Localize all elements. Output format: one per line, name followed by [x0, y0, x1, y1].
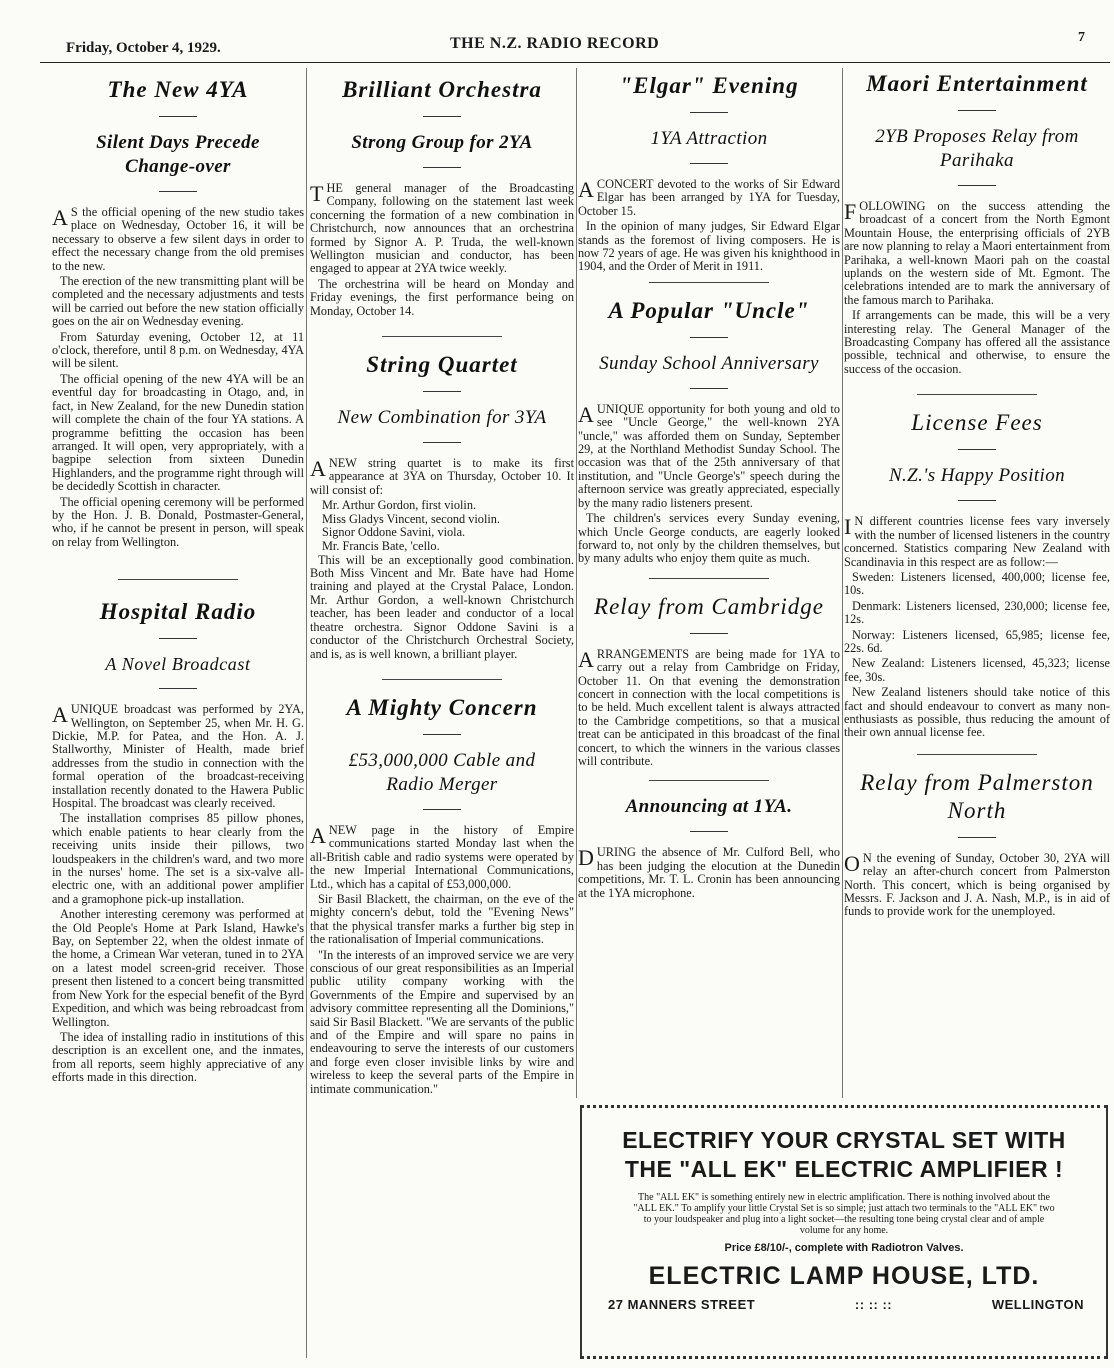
paragraph: "In the interests of an improved service we are very conscious of our great responsibilities as an Imperial public utility company working with the Governments of the Empire and supervised by an advisory committee representing all the Dominions," said Sir Basil Blackett. "We are servants of the public and of the Empire and will spare no pains in endeavouring to serve the interests of our customers and forge even closer invisible links by wire and wireless to keep the several parts of the Empire in intimate communication."	[310, 947, 574, 1096]
article-announcing-1ya: Announcing at 1YA. DURING the absence of Mr. Culford Bell, who has been judging the elocution at the Dunedin competitions, Mr. T. L. Cronin has been announcing at the 1YA microphone.	[578, 796, 840, 900]
paragraph: RRANGEMENTS are being made for 1YA to carry out a relay from Cambridge on Friday, October 11. On that evening the demonstration concert in connection with the local competitions is to be held. Much excellent talent is always attracted to the Cambridge competitions, so that a musical treat can be anticipated in this broadcast of the final concert, to which the winners in the various classes will contribute.	[578, 646, 840, 768]
headline: A Mighty Concern	[346, 694, 538, 720]
paragraph: N different countries license fees vary inversely with the number of licensed listeners in the country concerned. Statistics comparing New Zealand with Scandinavia in this respect are as follow:—	[844, 514, 1110, 569]
article-elgar-evening: "Elgar" Evening 1YA Attraction ACONCERT devoted to the works of Sir Edward Elgar has been arranged by 1YA for Tuesday, October 15. In the opinion of many judges, Sir Edward Elgar stands as the foremost of living composers. He is now 72 years of age. He was given his knighthood in 1904, and the Order of Merit in 1911.	[578, 73, 840, 274]
paragraph: The orchestrina will be heard on Monday and Friday evenings, the first performance being on Monday, October 14.	[310, 276, 574, 318]
paragraph: NEW string quartet is to make its first appearance at 3YA on Thursday, October 10. It will consist of:	[310, 456, 574, 497]
subheadline: £53,000,000 Cable and Radio Merger	[348, 749, 536, 795]
list-item: Mr. Arthur Gordon, first violin.	[322, 498, 477, 513]
subheadline: Sunday School Anniversary	[599, 352, 819, 374]
subheadline: N.Z.'s Happy Position	[888, 465, 1066, 487]
ad-headline: ELECTRIFY YOUR CRYSTAL SET WITH	[622, 1127, 1066, 1153]
headline: Brilliant Orchestra	[342, 77, 542, 102]
ad-headline: THE "ALL EK" ELECTRIC AMPLIFIER !	[624, 1156, 1064, 1182]
paragraph: N the evening of Sunday, October 30, 2YA will relay an after-church concert from Palmerston North. This concert, which is being organised by Messrs. F. Jackson and J. A. Nash, M.P., is in aid of funds to provide work for the unemployed.	[844, 850, 1110, 919]
article-brilliant-orchestra: Brilliant Orchestra Strong Group for 2YA THE general manager of the Broadcasting Company, following on the statement last week concerning the formation of a new combination in Christchurch, now announces that an orchestrina formed by Signor A. P. Truda, the well-known Wellington musician and conductor, has been engaged to appear at 2YA twice weekly. The orchestrina will be heard on Monday and Friday evenings, the first performance being on Monday, October 14.	[310, 77, 574, 318]
article-new-4ya: The New 4YA Silent Days Precede Change-over A S the official opening of the new studio takes place on Wednesday, October 16, it will be necessary to observe a few silent days in order to effect the necessary change from the old premises to the new. The erection of the new transmitting plant will be completed and the necessary adjustments and tests will be carried out before the new station officially goes on the air on Wednesday evening. From Saturday evening, October 12, at 11 o'clock, therefore, until 8 p.m. on Wednesday, 4YA will be silent. The official opening of the new 4YA will be an eventful day for broadcasting in Otago, and, in fact, in New Zealand, for the new Dunedin station will complete the chain of the four YA stations. A programme befitting the occasion has been arranged. It will open, very appropriately, with a bagpipe selection from sixteen Dunedin Highlanders, and the programme right through will be decidedly Scottish in character. The official opening ceremony will be performed by the Hon. J. B. Donald, Postmaster-General, who, if he cannot be present in person, will speak on relay from Wellington.	[52, 77, 304, 549]
column-divider	[306, 68, 307, 1358]
statistic: Sweden: Listeners licensed, 400,000; license fee, 10s.	[844, 569, 1110, 598]
list-item: Miss Gladys Vincent, second violin.	[322, 511, 501, 526]
column-divider	[576, 68, 577, 1098]
article-string-quartet: String Quartet New Combination for 3YA ANEW string quartet is to make its first appearance at 3YA on Thursday, October 10. It will consist of: Mr. Arthur Gordon, first violin. Miss Gladys Vincent, second violin. Signor Oddone Savini, viola. Mr. Francis Bate, 'cello. This will be an exceptionally good combination. Both Miss Vincent and Mr. Bate have had Home training and played at the Crystal Palace, London. Mr. Arthur Gordon, a well-known Christchurch teacher, has been leader and conductor of a local theatre orchestra. Signor Oddone Savini is a conductor of the Christchurch Orchestral Society, and is, as is well known, a brilliant player.	[310, 352, 574, 661]
ad-street: 27 MANNERS STREET	[608, 1297, 756, 1312]
article-hospital-radio: Hospital Radio A Novel Broadcast AUNIQUE broadcast was performed by 2YA, Wellington, on September 25, when Mr. H. G. Dickie, M.P. for Patea, and the Hon. A. J. Stallworthy, Minister of Health, made brief addresses from the studio in connection with the formal operation of the broadcast-receiving installation recently donated to the Hawera Public Hospital. The broadcast was clearly received. The installation comprises 85 pillow phones, which enable patients to hear clearly from the receiving units inside their pillows, two loudspeakers in the children's ward, and two more in the nurses' home. The set is a six-valve all-electric one, with an additional power amplifier and a gramophone pick-up installation. Another interesting ceremony was performed at the Old People's Home at Park Island, Hawke's Bay, on September 22, when the oldest inmate of the home, a Crimean War veteran, tuned in to 2YA on a latest model screen-grid receiver. Those present then listened to a concert being transmitted from New York for the especial benefit of the Byrd Expedition, and which was being rebroadcast from Wellington. The idea of installing radio in institutions of this description is an excellent one, and the inmates, from all reports, seem highly appreciative of any efforts made in this direction.	[52, 599, 304, 1085]
ad-separator: :: :: ::	[854, 1297, 893, 1312]
column-1	[52, 68, 304, 1358]
ad-body: The "ALL EK" is something entirely new in electric amplification. There is nothing involved about the "ALL EK." To amplify your little Crystal Set is so simple; just attach two terminals to the "ALL EK" two to your loudspeaker and plug into a light socket—the resulting tone being crystal clear and of ample volume for any home.	[633, 1192, 1055, 1236]
masthead	[0, 0, 1114, 62]
article-mighty-concern: A Mighty Concern £53,000,000 Cable and Radio Merger ANEW page in the history of Empire communications started Monday last when the all-British cable and radio systems were operated by the new Imperial International Communications, Ltd., which has a capital of £53,000,000. Sir Basil Blackett, the chairman, on the eve of the mighty concern's debut, told the "Evening News" that the physical transfer marks a further big step in the rationalisation of Imperial communications. "In the interests of an improved service we are very conscious of our great responsibilities as an Imperial public utility company working with the Governments of the Empire and supervised by an advisory committee representing all the Dominions," said Sir Basil Blackett. "We are servants of the public and of the Empire and will spare no pains in endeavouring to serve the interests of our customers and forge even closer invisible links by wire and wireless to keep the several parts of the Empire in intimate communication."	[310, 694, 574, 1096]
subheadline: 2YB Proposes Relay from Parihaka	[875, 126, 1079, 171]
paragraph: The children's services every Sunday evening, which Uncle George conducts, are eagerly looked forward to, not only by the children themselves, but by many adults who enjoy them quite as much.	[578, 511, 840, 566]
paragraph: OLLOWING on the success attending the broadcast of a concert from the North Egmont Mountain House, the enterprising officials of 2YB are now planning to relay a Maori entertainment from Parihaka, a well-known Maori pah on the coastal uplands on the western side of Mt. Egmont. The celebrations intended are to mark the anniversary of the famous march to Parihaka.	[844, 199, 1110, 307]
ad-company: ELECTRIC LAMP HOUSE, LTD.	[648, 1262, 1040, 1290]
paragraph: If arrangements can be made, this will be a very interesting relay. The General Manager of the Broadcasting Company has offered all the assistance possible, technical and otherwise, to ensure the success of the occasion.	[844, 308, 1110, 376]
paragraph: This will be an exceptionally good combination. Both Miss Vincent and Mr. Bate have had Home training and played at the Crystal Palace, London. Mr. Arthur Gordon, a well-known Christchurch teacher, has been leader and conductor of a local theatre orchestra. Signor Oddone Savini is a conductor of the Christchurch Orchestral Society, and is, as is well known, a brilliant player.	[310, 552, 574, 661]
column-3	[578, 68, 840, 1088]
ad-price: Price £8/10/-, complete with Radiotron Valves.	[724, 1242, 964, 1254]
paragraph: The installation comprises 85 pillow phones, which enable patients to hear clearly from the receiving units inside their pillows, two loudspeakers in the children's ward, and two more in the nurses' home. The set is a six-valve all-electric one, with an additional power amplifier and a gramophone pick-up installation.	[52, 811, 304, 906]
article-relay-palmerston: Relay from Palmerston North O N the evening of Sunday, October 30, 2YA will relay an after-church concert from Palmerston North. This concert, which is being organised by Messrs. F. Jackson and J. A. Nash, M.P., is in aid of funds to provide work for the unemployed.	[844, 769, 1110, 919]
paragraph: URING the absence of Mr. Culford Bell, who has been judging the elocution at the Dunedin competitions, Mr. T. L. Cronin has been announcing at the 1YA microphone.	[578, 845, 840, 900]
issue-date: Friday, October 4, 1929.	[66, 40, 221, 56]
paragraph: NEW page in the history of Empire communications started Monday last when the all-British cable and radio systems were operated by the new Imperial International Communications, Ltd., which has a capital of £53,000,000.	[310, 822, 574, 891]
masthead-rule	[40, 62, 1110, 63]
paragraph: The official opening of the new 4YA will be an eventful day for broadcasting in Otago, and, in fact, in New Zealand, for the new Dunedin station will complete the chain of the four YA stations. A programme befitting the occasion has been arranged. It will open, very appropriately, with a bagpipe selection from sixteen Dunedin Highlanders, and the programme right through will be decidedly Scottish in character.	[52, 371, 304, 494]
article-license-fees: License Fees N.Z.'s Happy Position I N different countries license fees vary inversely with the number of licensed listeners in the country concerned. Statistics comparing New Zealand with Scandinavia in this respect are as follow:— Sweden: Listeners licensed, 400,000; license fee, 10s. Denmark: Listeners licensed, 230,000; license fee, 12s. Norway: Listeners licensed, 65,985; license fee, 22s. 6d. New Zealand: Listeners licensed, 45,323; license fee, 30s. New Zealand listeners should take notice of this fact and should endeavour to convert as many non-enthusiasts as possible, thus reducing the amount of their own annual license fee.	[844, 410, 1110, 740]
paragraph: In the opinion of many judges, Sir Edward Elgar stands as the foremost of living composers. He is now 72 years of age. He was given his knighthood in 1904, and the Order of Merit in 1911.	[578, 219, 840, 274]
column-2	[310, 68, 574, 1358]
subheadline: New Combination for 3YA	[337, 407, 547, 429]
paragraph: CONCERT devoted to the works of Sir Edward Elgar has been arranged by 1YA for Tuesday, October 15.	[578, 177, 840, 218]
ad-address	[582, 1291, 1106, 1312]
page-number: 7	[1078, 30, 1085, 45]
paragraph: The erection of the new transmitting plant will be completed and the necessary adjustments and tests will be carried out before the new station officially goes on the air on Wednesday evening.	[52, 274, 304, 329]
statistic: New Zealand: Listeners licensed, 45,323; license fee, 30s.	[844, 656, 1110, 684]
paragraph: UNIQUE broadcast was performed by 2YA, Wellington, on September 25, when Mr. H. G. Dickie, M.P. for Patea, and the Hon. A. J. Stallworthy, Minister of Health, made brief addresses from the studio in connection with the formal operation of the broadcast-receiving installation recently donated to the Hawera Public Hospital. The broadcast was clearly received.	[52, 702, 304, 810]
paragraph: Another interesting ceremony was performed at the Old People's Home at Park Island, Hawke's Bay, on September 22, when the oldest inmate of the home, a Crimean War veteran, tuned in to 2YA on a latest model screen-grid receiver. Those present then listened to a concert being transmitted from New York for the especial benefit of the Byrd Expedition, and which was being rebroadcast from Wellington.	[52, 907, 304, 1029]
column-divider	[842, 68, 843, 1098]
headline: Hospital Radio	[99, 599, 257, 625]
subheadline: A Novel Broadcast	[105, 654, 251, 675]
headline: Relay from Palmerston North	[860, 769, 1094, 823]
paragraph: The idea of installing radio in institutions of this description is an excellent one, and the inmates, from all reports, seem highly appreciative of any efforts made in this direction.	[52, 1029, 304, 1085]
paragraph: Sir Basil Blackett, the chairman, on the eve of the mighty concern's debut, told the "Evening News" that the physical transfer marks a further big step in the rationalisation of Imperial communications.	[310, 891, 574, 947]
list-item: Mr. Francis Bate, 'cello.	[322, 539, 440, 554]
paragraph: UNIQUE opportunity for both young and old to see "Uncle George," the well-known 2YA "uncle," was afforded them on Sunday, September 29, at the Northland Methodist Sunday School. The occasion was that of the 25th anniversary of that institution, and "Uncle George's" speech during the afternoon service was greatly appreciated, especially by the many radio listeners present.	[578, 401, 840, 510]
headline: Relay from Cambridge	[594, 593, 824, 619]
headline: Announcing at 1YA.	[625, 796, 793, 818]
article-relay-cambridge: Relay from Cambridge ARRANGEMENTS are being made for 1YA to carry out a relay from Cambridge on Friday, October 11. On that evening the demonstration concert in connection with the local competitions is to be held. Much excellent talent is always attracted to the Cambridge competitions, so that a musical treat can be anticipated in this broadcast of the final concert, to which the winners in the various classes will contribute.	[578, 593, 840, 768]
subheadline: Silent Days Precede Change-over	[96, 132, 260, 177]
statistic: Denmark: Listeners licensed, 230,000; license fee, 12s.	[844, 598, 1110, 627]
publication-title: THE N.Z. RADIO RECORD	[450, 35, 660, 52]
list-item: Signor Oddone Savini, viola.	[322, 525, 466, 540]
column-4	[844, 68, 1110, 1088]
headline: "Elgar" Evening	[619, 73, 799, 98]
paragraph: From Saturday evening, October 12, at 11 o'clock, therefore, until 8 p.m. on Wednesday, 4YA will be silent.	[52, 329, 304, 371]
headline: A Popular "Uncle"	[608, 297, 810, 323]
paragraph: HE general manager of the Broadcasting Company, following on the statement last week concerning the formation of a new combination in Christchurch, now announces that an orchestrina formed by Signor A. P. Truda, the well-known Wellington musician and conductor, has been engaged to appear at 2YA twice weekly.	[310, 181, 574, 276]
advertisement	[580, 1105, 1108, 1359]
article-maori-entertainment: Maori Entertainment 2YB Proposes Relay from Parihaka FOLLOWING on the success attending the broadcast of a concert from the North Egmont Mountain House, the enterprising officials of 2YB are now planning to relay a Maori entertainment from Parihaka, a well-known Maori pah on the coastal uplands on the western side of Mt. Egmont. The celebrations intended are to mark the anniversary of the famous march to Parihaka. If arrangements can be made, this will be a very interesting relay. The General Manager of the Broadcasting Company has offered all the assistance possible, technical and otherwise, to ensure the success of the occasion.	[844, 71, 1110, 376]
subheadline: 1YA Attraction	[650, 128, 768, 149]
paragraph: S the official opening of the new studio takes place on Wednesday, October 16, it will be necessary to observe a few silent days in order to effect the necessary change from the old premises to the new.	[52, 205, 304, 273]
headline: License Fees	[911, 410, 1043, 436]
article-popular-uncle: A Popular "Uncle" Sunday School Anniversary AUNIQUE opportunity for both young and old to see "Uncle George," the well-known 2YA "uncle," was afforded them on Sunday, September 29, at the Northland Methodist Sunday School. The occasion was that of the 25th anniversary of that institution, and "Uncle George's" speech during the afternoon service was greatly appreciated, especially by the many radio listeners present. The children's services every Sunday evening, which Uncle George conducts, are eagerly looked forward to, not only by the children themselves, but by many adults who enjoy them quite as much.	[578, 297, 840, 566]
headline: The New 4YA	[107, 77, 249, 102]
subheadline: Strong Group for 2YA	[351, 132, 533, 153]
ad-city: WELLINGTON	[991, 1297, 1084, 1312]
statistic: Norway: Listeners licensed, 65,985; license fee, 22s. 6d.	[844, 627, 1110, 655]
paragraph: The official opening ceremony will be performed by the Hon. J. B. Donald, Postmaster-General, who, if he cannot be present in person, will speak on relay from Wellington.	[52, 494, 304, 549]
headline: Maori Entertainment	[866, 71, 1088, 96]
paragraph: New Zealand listeners should take notice of this fact and should endeavour to convert as many non-enthusiasts as possible, thus reducing the amount of their own annual license fee.	[844, 685, 1110, 740]
headline: String Quartet	[366, 352, 518, 378]
